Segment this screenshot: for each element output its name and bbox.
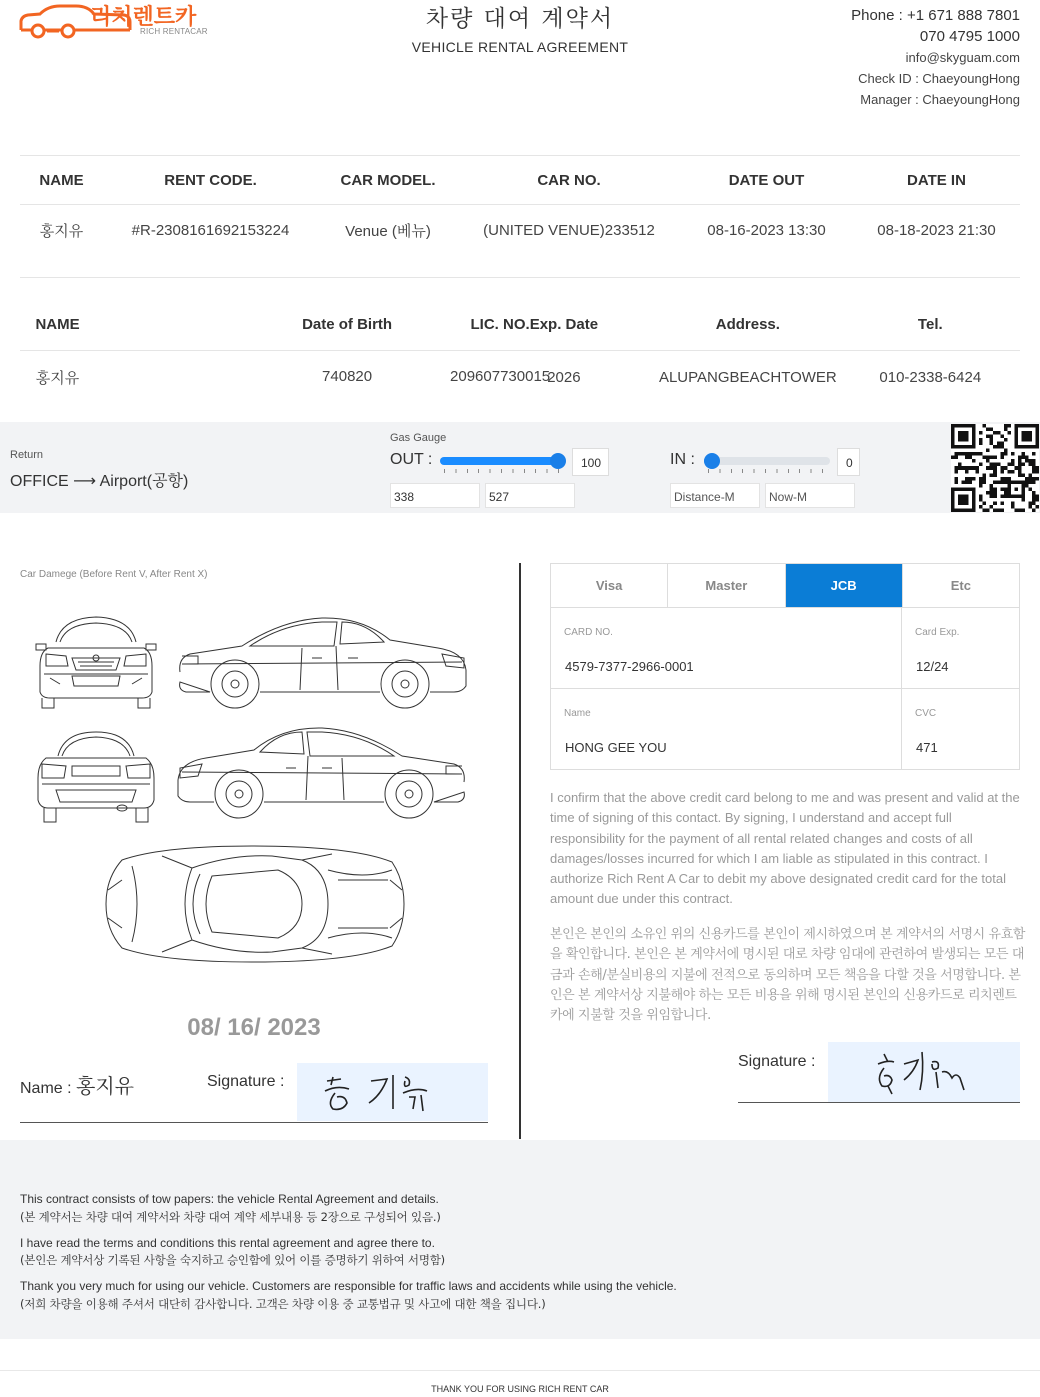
signature-pad-left[interactable] bbox=[297, 1063, 488, 1121]
logo-subtitle: RICH RENTACAR bbox=[140, 27, 208, 36]
card-exp-value: 12/24 bbox=[916, 659, 949, 674]
signature-label-left: Signature : bbox=[207, 1073, 285, 1090]
footer-note-en-3: Thank you very much for using our vehicle. Customers are responsible for traffic laws and accidents while using the vehicle. bbox=[20, 1279, 677, 1293]
car-damage-label: Car Damege (Before Rent V, After Rent X) bbox=[20, 569, 208, 580]
in-label: IN : bbox=[670, 451, 695, 468]
cell-date-out: 08-16-2023 13:30 bbox=[707, 222, 826, 240]
car-front-view bbox=[32, 612, 160, 712]
card-no-value: 4579-7377-2966-0001 bbox=[565, 659, 694, 674]
slider-thumb[interactable] bbox=[704, 453, 720, 469]
card-terms-en: I confirm that the above credit card belong to me and was present and valid at the time of signing of this contact. By signing, I understand and accept full responsibility for the payment of all rental related changes and costs of all damages/losses incurred for which I am liable as stipulated in this contract. I authorize Rich Rent A Car to debit my above designated credit card for the total amount due under this contract. bbox=[550, 790, 1020, 907]
gas-gauge-label: Gas Gauge bbox=[390, 432, 447, 444]
card-no-cell[interactable] bbox=[551, 608, 902, 689]
cell-exp-date: 2026 bbox=[547, 368, 581, 386]
col-date-of-birth: Date of Birth bbox=[302, 316, 393, 333]
card-name-label: Name bbox=[564, 708, 591, 719]
card-exp-cell[interactable] bbox=[902, 608, 1019, 689]
col-exp-date: Exp. Date bbox=[473, 278, 656, 351]
cell-car-model: Venue (베뉴) bbox=[345, 223, 431, 241]
footer-notes bbox=[20, 1191, 677, 1322]
out-mileage-field-1[interactable]: 338 bbox=[390, 483, 480, 508]
cell-date-of-birth: 740820 bbox=[322, 368, 373, 385]
handwritten-signature-right bbox=[828, 1042, 1020, 1102]
card-cvc-value: 471 bbox=[916, 740, 938, 755]
col-date-out: DATE OUT bbox=[680, 156, 853, 205]
card-terms-ko: 본인은 본인의 소유인 위의 신용카드를 본인이 제시하였으며 본 계약서의 서명시 유효함을 확인합니다. 본인은 본 계약서에 명시된 대로 차량 임대에 관련하여 발생되는 모든 대금과 손해/분실비용의 지불에 전적으로 동의하며 모든 책음을 다할 것을 서명합니다. 본인은 본 계약서상 지불해야 하는 모든 비용을 위해 명시된 본인의 신용카드로 리치렌트카에 지불할 것을 위임합니다. bbox=[550, 927, 1026, 1024]
manager: Manager : ChaeyoungHong bbox=[860, 92, 1020, 107]
card-details bbox=[550, 608, 1020, 770]
page-title-en: VEHICLE RENTAL AGREEMENT bbox=[411, 39, 629, 55]
signature-underline-right bbox=[738, 1102, 1020, 1103]
slider-ticks bbox=[708, 469, 826, 473]
col-birth-lic bbox=[95, 278, 530, 351]
footer-note-ko-2: (본인은 계약서상 기록된 사항을 숙지하고 승인함에 있어 이를 증명하기 위하여 서명함) bbox=[20, 1253, 445, 1267]
car-side-view-left bbox=[172, 722, 472, 822]
distance-field[interactable]: Distance-M bbox=[670, 483, 760, 508]
return-route: OFFICE ⟶ Airport(공항) bbox=[10, 473, 189, 490]
card-type-tabs bbox=[550, 563, 1020, 608]
col-car-no: CAR NO. bbox=[458, 156, 680, 205]
phone-2: 070 4795 1000 bbox=[919, 28, 1020, 45]
col-tel: Tel. bbox=[841, 278, 1020, 351]
table-header-row bbox=[20, 278, 1020, 351]
cell-lic-no: 209607730015 bbox=[450, 368, 551, 385]
section-divider bbox=[519, 563, 521, 1139]
col-car-model: CAR MODEL. bbox=[318, 156, 458, 205]
rental-info-table bbox=[20, 155, 1020, 257]
footer-note-en-1: This contract consists of tow papers: the vehicle Rental Agreement and details. bbox=[20, 1192, 439, 1206]
qr-code-icon bbox=[950, 424, 1040, 512]
tab-master[interactable]: Master bbox=[668, 564, 785, 607]
name-underline bbox=[20, 1122, 488, 1123]
slider-track bbox=[704, 457, 830, 465]
footer-note-en-2: I have read the terms and conditions this rental agreement and agree there to. bbox=[20, 1235, 435, 1250]
card-exp-label: Card Exp. bbox=[915, 627, 960, 638]
cell-driver-name: 홍지유 bbox=[35, 369, 80, 387]
footer-note-ko-3: (저희 차량을 이용해 주셔서 대단히 감사합니다. 고객은 차량 이용 중 교통법규 및 사고에 대한 책을 집니다.) bbox=[20, 1296, 546, 1311]
card-cvc-label: CVC bbox=[915, 708, 937, 719]
check-id: Check ID : ChaeyoungHong bbox=[858, 71, 1020, 86]
out-mileage-field-2[interactable]: 527 bbox=[485, 483, 575, 508]
card-no-label: CARD NO. bbox=[564, 627, 613, 638]
gas-in-slider[interactable] bbox=[704, 452, 830, 472]
cell-name: 홍지유 bbox=[39, 223, 84, 241]
out-label: OUT : bbox=[390, 451, 433, 468]
gas-in-value[interactable]: 0 bbox=[837, 448, 860, 476]
handwritten-signature-left bbox=[297, 1063, 488, 1121]
car-rear-view bbox=[32, 728, 160, 828]
contact-info bbox=[851, 5, 1020, 110]
cell-rent-code: #R-2308161692153224 bbox=[131, 222, 290, 240]
name-label: Name : bbox=[20, 1080, 72, 1097]
slider-fill bbox=[440, 457, 558, 465]
email: info@skyguam.com bbox=[905, 50, 1020, 65]
table-row bbox=[20, 205, 1020, 257]
now-mileage-field[interactable]: Now-M bbox=[765, 483, 855, 508]
card-name-value: HONG GEE YOU bbox=[565, 740, 667, 755]
driver-info-table bbox=[20, 277, 1020, 404]
phone: Phone : +1 671 888 7801 bbox=[851, 7, 1020, 24]
cell-birth-lic bbox=[95, 351, 551, 404]
cell-car-no: (UNITED VENUE)233512 bbox=[483, 222, 655, 240]
footer-note-ko-1: (본 계약서는 차량 대여 계약서와 차량 대여 계약 세부내용 등 2장으로 구성되어 있음.) bbox=[20, 1209, 441, 1224]
tab-jcb[interactable]: JCB bbox=[786, 564, 903, 607]
tab-visa[interactable]: Visa bbox=[551, 564, 668, 607]
customer-name-line bbox=[20, 1070, 134, 1099]
page-title-ko: 차량 대여 계약서 bbox=[425, 6, 615, 32]
car-side-view-right bbox=[172, 612, 472, 712]
bottom-divider bbox=[0, 1370, 1040, 1371]
gas-out-value[interactable]: 100 bbox=[572, 448, 609, 476]
cell-date-in: 08-18-2023 21:30 bbox=[877, 222, 996, 240]
logo-text: 리치렌트카 bbox=[90, 5, 197, 30]
col-address: Address. bbox=[655, 278, 840, 351]
signature-pad-right[interactable] bbox=[828, 1042, 1020, 1102]
gas-out-slider[interactable] bbox=[440, 452, 566, 472]
signature-label-right: Signature : bbox=[738, 1053, 816, 1070]
return-label: Return bbox=[10, 449, 44, 461]
card-cvc-cell[interactable] bbox=[902, 689, 1019, 769]
customer-name: 홍지유 bbox=[76, 1076, 134, 1098]
car-top-view bbox=[102, 840, 408, 968]
thank-you-text: THANK YOU FOR USING RICH RENT CAR bbox=[431, 1384, 609, 1394]
rental-date: 08/ 16/ 2023 bbox=[187, 1014, 321, 1041]
card-name-cell[interactable] bbox=[551, 689, 902, 769]
slider-thumb[interactable] bbox=[550, 453, 566, 469]
col-date-in: DATE IN bbox=[853, 156, 1020, 205]
table-header-row bbox=[20, 156, 1020, 205]
col-name: NAME bbox=[20, 156, 103, 205]
cell-tel: 010-2338-6424 bbox=[879, 368, 982, 386]
col-rent-code: RENT CODE. bbox=[103, 156, 318, 205]
table-row bbox=[20, 351, 1020, 404]
col-lic-no: LIC. NO. bbox=[470, 316, 530, 333]
slider-ticks bbox=[444, 469, 562, 473]
tab-etc[interactable]: Etc bbox=[950, 578, 971, 593]
cell-address: ALUPANGBEACHTOWER bbox=[658, 368, 837, 386]
col-driver-name: NAME bbox=[20, 278, 95, 351]
